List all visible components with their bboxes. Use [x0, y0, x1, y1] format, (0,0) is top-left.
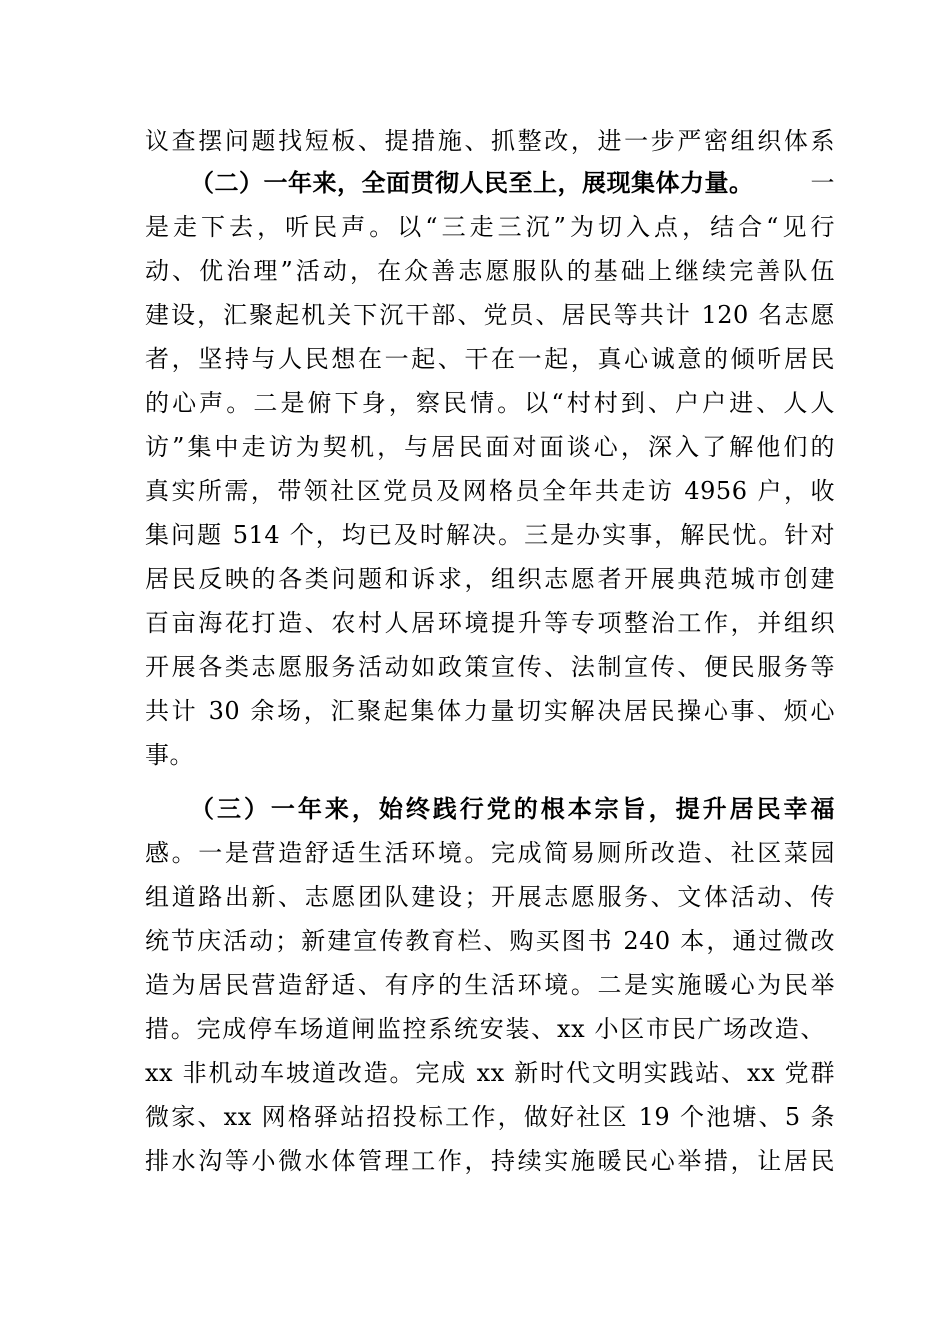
text-line: 统节庆活动；新建宣传教育栏、购买图书 240 本，通过微改: [145, 927, 835, 955]
section-heading-2: （二）一年来，全面贯彻人民至上，展现集体力量。: [190, 168, 754, 197]
text-line: 一: [810, 169, 835, 197]
text-line: 议查摆问题找短板、提措施、抓整改，进一步严密组织体系: [145, 127, 835, 155]
text-line: 真实所需，带领社区党员及网格员全年共走访 4956 户，收: [145, 477, 835, 505]
text-line: 动、优治理”活动，在众善志愿服队的基础上继续完善队伍: [145, 257, 835, 285]
text-line: 的心声。二是俯下身，察民情。以“村村到、户户进、人人: [145, 389, 835, 417]
text-line: 微家、xx 网格驿站招投标工作，做好社区 19 个池塘、5 条: [145, 1103, 835, 1131]
text-line: 共计 30 余场，汇聚起集体力量切实解决居民操心事、烦心: [145, 697, 835, 725]
text-line: 建设，汇聚起机关下沉干部、党员、居民等共计 120 名志愿: [145, 301, 835, 329]
text-line: 集问题 514 个，均已及时解决。三是办实事，解民忧。针对: [145, 521, 835, 549]
text-line: 是走下去，听民声。以“三走三沉”为切入点，结合“见行: [145, 213, 835, 241]
text-line: 造为居民营造舒适、有序的生活环境。二是实施暖心为民举: [145, 971, 835, 999]
text-line: 事。: [145, 741, 194, 769]
text-line: 组道路出新、志愿团队建设；开展志愿服务、文体活动、传: [145, 883, 835, 911]
text-line: 居民反映的各类问题和诉求，组织志愿者开展典范城市创建: [145, 565, 835, 593]
section-heading-3: （三）一年来，始终践行党的根本宗旨，提升居民幸福: [190, 794, 835, 823]
text-line: 排水沟等小微水体管理工作，持续实施暖民心举措，让居民: [145, 1147, 835, 1175]
text-line: 感。一是营造舒适生活环境。完成简易厕所改造、社区菜园: [145, 839, 835, 867]
text-line: 者，坚持与人民想在一起、干在一起，真心诚意的倾听居民: [145, 345, 835, 373]
text-line: 开展各类志愿服务活动如政策宣传、法制宣传、便民服务等: [145, 653, 835, 681]
text-line: 措。完成停车场道闸监控系统安装、xx 小区市民广场改造、: [145, 1015, 825, 1043]
text-line: 访”集中走访为契机，与居民面对面谈心，深入了解他们的: [145, 433, 835, 461]
text-line: xx 非机动车坡道改造。完成 xx 新时代文明实践站、xx 党群: [145, 1059, 835, 1087]
text-line: 百亩海花打造、农村人居环境提升等专项整治工作，并组织: [145, 609, 835, 637]
